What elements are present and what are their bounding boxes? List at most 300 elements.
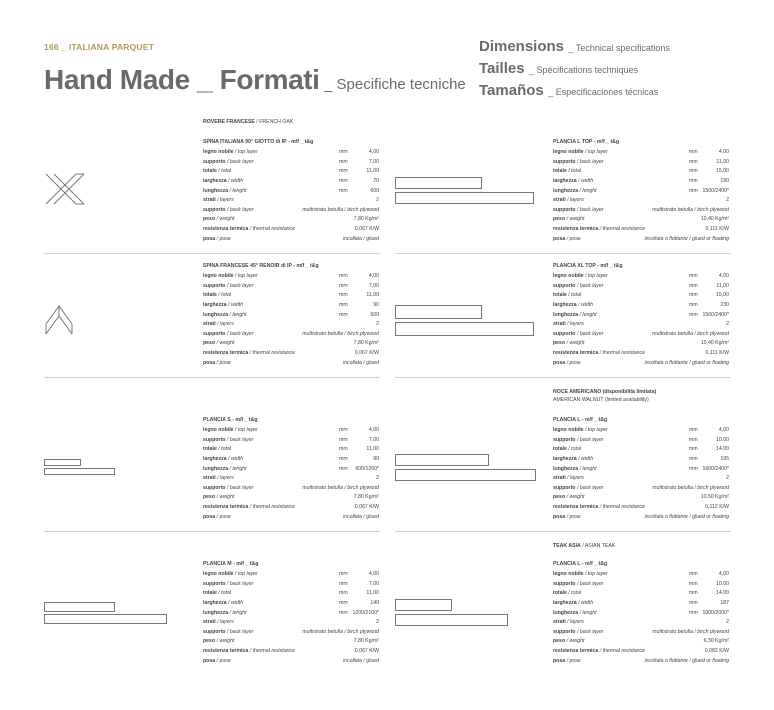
spec-row-back-material bbox=[553, 330, 729, 340]
spec-unit: mm bbox=[339, 465, 348, 472]
spec-label: larghezza / width bbox=[553, 599, 594, 606]
spec-row-total bbox=[553, 167, 729, 177]
plank-outline-icon bbox=[44, 602, 115, 612]
spec-value: 2 bbox=[376, 475, 379, 482]
spec-row-thermal bbox=[553, 503, 729, 513]
product-title: SPINA FRANCESE 45° RENOIR di IP - m/f _ t&g bbox=[203, 263, 319, 269]
spec-value: multistrato betulla / birch plywood bbox=[652, 330, 729, 337]
spec-value: 7,00 bbox=[368, 158, 379, 165]
spec-value: 600/1200* bbox=[355, 465, 379, 472]
spec-row-weight bbox=[203, 215, 379, 225]
spec-row-back-layer bbox=[203, 436, 379, 446]
spec-value: 7,80 Kg/m² bbox=[353, 638, 379, 645]
spec-unit: mm bbox=[339, 177, 348, 184]
spec-label: larghezza / width bbox=[553, 301, 594, 308]
spec-value: 4,00 bbox=[368, 273, 379, 280]
spec-value: 11,00 bbox=[366, 590, 379, 597]
spec-row-pose bbox=[203, 657, 379, 667]
page-label: 166 _ ITALIANA PARQUET bbox=[44, 42, 155, 52]
spec-unit: mm bbox=[689, 301, 698, 308]
spec-value: 10,40 Kg/m² bbox=[700, 216, 729, 223]
spec-unit: mm bbox=[339, 168, 348, 175]
section-head-american-walnut: NOCE AMERICANO (disponibilità limitata) AMERICAN WALNUT (limited availability) bbox=[553, 389, 657, 403]
product-title: PLANCIA L TOP - m/f _ t&g bbox=[553, 139, 620, 145]
spec-label: strati / layers bbox=[553, 619, 584, 626]
spec-unit: mm bbox=[689, 455, 698, 462]
spec-value: incollata o flottante / glued or floating bbox=[644, 235, 729, 242]
spec-row-layers bbox=[203, 196, 379, 206]
spec-row-length bbox=[203, 609, 379, 619]
spec-row-top-layer bbox=[553, 272, 729, 282]
spec-value: 11,00 bbox=[716, 158, 729, 165]
spec-unit: mm bbox=[689, 149, 698, 156]
spec-unit: mm bbox=[689, 427, 698, 434]
spec-value: 0,112 K/W bbox=[705, 503, 729, 510]
spec-label: lunghezza / lenght bbox=[553, 311, 597, 318]
spec-value: 14,00 bbox=[716, 446, 729, 453]
spec-label: resistenza termica / thermal resistance bbox=[203, 349, 295, 356]
spec-value: 11,00 bbox=[366, 292, 379, 299]
spec-unit: mm bbox=[689, 158, 698, 165]
spec-unit: mm bbox=[339, 311, 348, 318]
spec-row-length bbox=[203, 465, 379, 475]
spec-label: peso / weight bbox=[553, 340, 585, 347]
spec-unit: mm bbox=[689, 282, 698, 289]
spec-label: totale / total bbox=[203, 292, 231, 299]
spec-row-pose bbox=[203, 359, 379, 369]
spec-row-top-layer bbox=[203, 272, 379, 282]
spec-row-thermal bbox=[203, 349, 379, 359]
product-title: PLANCIA XL TOP - m/f _ t&g bbox=[553, 263, 623, 269]
spec-value: 1500/2400* bbox=[702, 311, 729, 318]
spec-label: totale / total bbox=[203, 446, 231, 453]
spec-unit: mm bbox=[339, 427, 348, 434]
spec-label: larghezza / width bbox=[203, 177, 244, 184]
spec-row-back-material bbox=[553, 206, 729, 216]
spec-row-width bbox=[553, 599, 729, 609]
spec-unit: mm bbox=[339, 580, 348, 587]
spec-row-top-layer bbox=[553, 148, 729, 158]
spec-row-width bbox=[203, 455, 379, 465]
spec-label: resistenza termica / thermal resistance bbox=[553, 503, 645, 510]
plank-outline-icon bbox=[395, 192, 534, 204]
spec-label: resistenza termica / thermal resistance bbox=[203, 647, 295, 654]
spec-row-top-layer bbox=[553, 570, 729, 580]
spec-value: 1200/2100* bbox=[352, 609, 379, 616]
spec-row-thermal bbox=[203, 225, 379, 235]
spec-row-top-layer bbox=[553, 426, 729, 436]
spec-unit: mm bbox=[339, 187, 348, 194]
spec-value: 0,067 K/W bbox=[354, 647, 379, 654]
plank-outline-icon bbox=[395, 305, 482, 319]
spec-label: lunghezza / lenght bbox=[553, 187, 597, 194]
spec-block bbox=[553, 560, 729, 666]
spec-unit: mm bbox=[689, 599, 698, 606]
spec-row-back-layer bbox=[203, 158, 379, 168]
spec-row-thermal bbox=[553, 647, 729, 657]
spec-label: larghezza / width bbox=[203, 455, 244, 462]
spec-row-total bbox=[553, 589, 729, 599]
spec-row-pose bbox=[553, 359, 729, 369]
spec-label: supporto / back layer bbox=[553, 628, 604, 635]
divider bbox=[44, 531, 380, 532]
spec-value: multistrato betulla / birch plywood bbox=[652, 628, 729, 635]
spec-value: 90 bbox=[373, 455, 379, 462]
spec-value: 600 bbox=[370, 187, 379, 194]
spec-block bbox=[553, 138, 729, 244]
spec-unit: mm bbox=[339, 609, 348, 616]
spec-value: incollata o flottante / glued or floating bbox=[644, 359, 729, 366]
spec-label: supporto / back layer bbox=[203, 206, 254, 213]
spec-row-pose bbox=[553, 513, 729, 523]
spec-row-back-material bbox=[203, 206, 379, 216]
spec-value: 11,00 bbox=[366, 446, 379, 453]
spec-label: legno nobile / top layer bbox=[203, 149, 258, 156]
spec-value: multistrato betulla / birch plywood bbox=[652, 484, 729, 491]
spec-value: 7,00 bbox=[368, 436, 379, 443]
spec-block bbox=[553, 416, 729, 522]
spec-row-weight bbox=[203, 339, 379, 349]
spec-label: lunghezza / lenght bbox=[553, 609, 597, 616]
spec-label: strati / layers bbox=[553, 321, 584, 328]
spec-row-back-layer bbox=[553, 158, 729, 168]
spec-row-back-layer bbox=[203, 282, 379, 292]
spec-label: supporto / back layer bbox=[203, 158, 254, 165]
spec-value: multistrato betulla / birch plywood bbox=[302, 628, 379, 635]
spec-row-back-material bbox=[553, 484, 729, 494]
spec-row-width bbox=[203, 177, 379, 187]
spec-row-width bbox=[553, 301, 729, 311]
spec-label: posa / pose bbox=[203, 513, 231, 520]
spec-value: 4,00 bbox=[718, 273, 729, 280]
spec-label: peso / weight bbox=[203, 638, 235, 645]
spec-value: 4,00 bbox=[368, 571, 379, 578]
spec-value: 7,80 Kg/m² bbox=[353, 216, 379, 223]
spec-block bbox=[203, 138, 379, 244]
spec-block bbox=[203, 416, 379, 522]
spec-value: incollata o flottante / glued or floating bbox=[644, 657, 729, 664]
spec-value: 1600/2400* bbox=[702, 465, 729, 472]
spec-row-back-layer bbox=[553, 580, 729, 590]
spec-row-thermal bbox=[553, 225, 729, 235]
spec-block bbox=[203, 560, 379, 666]
plank-outline-icon bbox=[44, 459, 81, 466]
plank-outline-icon bbox=[44, 468, 115, 475]
spec-unit: mm bbox=[689, 177, 698, 184]
spec-label: supporto / back layer bbox=[203, 580, 254, 587]
spec-row-layers bbox=[553, 320, 729, 330]
spec-value: incollata / glued bbox=[342, 359, 379, 366]
spec-unit: mm bbox=[689, 580, 698, 587]
product-title: PLANCIA L - m/f _ t&g bbox=[553, 561, 608, 567]
divider bbox=[44, 253, 380, 254]
spec-label: supporto / back layer bbox=[553, 330, 604, 337]
spec-value: 4,00 bbox=[368, 149, 379, 156]
spec-row-thermal bbox=[203, 503, 379, 513]
spec-value: 70 bbox=[373, 177, 379, 184]
spec-value: 4,00 bbox=[718, 571, 729, 578]
spec-value: multistrato betulla / birch plywood bbox=[302, 206, 379, 213]
spec-label: totale / total bbox=[553, 168, 581, 175]
spec-label: totale / total bbox=[553, 292, 581, 299]
spec-label: legno nobile / top layer bbox=[203, 571, 258, 578]
spec-unit: mm bbox=[339, 149, 348, 156]
spec-value: 2 bbox=[376, 197, 379, 204]
spec-row-weight bbox=[553, 493, 729, 503]
spec-value: 500 bbox=[370, 311, 379, 318]
translation-en: Dimensions _ Technical specifications bbox=[479, 38, 670, 55]
spec-label: totale / total bbox=[203, 590, 231, 597]
spec-value: 10,40 Kg/m² bbox=[700, 340, 729, 347]
spec-label: supporto / back layer bbox=[203, 628, 254, 635]
spec-value: 10,50 Kg/m² bbox=[700, 494, 729, 501]
spec-label: supporto / back layer bbox=[553, 158, 604, 165]
spec-label: strati / layers bbox=[203, 321, 234, 328]
spec-value: 7,00 bbox=[368, 580, 379, 587]
plank-outline-icon bbox=[44, 614, 167, 624]
spec-label: lunghezza / lenght bbox=[203, 609, 247, 616]
herringbone-90-icon bbox=[44, 172, 94, 206]
spec-row-length bbox=[203, 311, 379, 321]
spec-unit: mm bbox=[339, 158, 348, 165]
spec-value: incollata / glued bbox=[342, 235, 379, 242]
spec-label: strati / layers bbox=[553, 475, 584, 482]
spec-unit: mm bbox=[689, 187, 698, 194]
spec-row-total bbox=[553, 291, 729, 301]
spec-row-weight bbox=[553, 339, 729, 349]
spec-row-back-material bbox=[203, 330, 379, 340]
spec-value: incollata / glued bbox=[342, 513, 379, 520]
spec-value: 140 bbox=[370, 599, 379, 606]
spec-label: legno nobile / top layer bbox=[553, 149, 608, 156]
spec-label: peso / weight bbox=[553, 216, 585, 223]
spec-label: legno nobile / top layer bbox=[203, 427, 258, 434]
spec-row-total bbox=[553, 445, 729, 455]
spec-value: 6,30 Kg/m² bbox=[703, 638, 729, 645]
spec-label: legno nobile / top layer bbox=[553, 273, 608, 280]
plank-outline-icon bbox=[395, 599, 452, 611]
spec-label: strati / layers bbox=[553, 197, 584, 204]
spec-block bbox=[553, 262, 729, 368]
spec-value: 2 bbox=[726, 197, 729, 204]
spec-label: supporto / back layer bbox=[203, 282, 254, 289]
spec-unit: mm bbox=[339, 455, 348, 462]
spec-row-back-material bbox=[203, 628, 379, 638]
spec-label: posa / pose bbox=[203, 359, 231, 366]
spec-label: supporto / back layer bbox=[203, 436, 254, 443]
spec-unit: mm bbox=[689, 590, 698, 597]
translation-es: Tamaños _ Especificaciones técnicas bbox=[479, 82, 659, 99]
spec-value: 0,067 K/W bbox=[354, 225, 379, 232]
spec-row-total bbox=[203, 291, 379, 301]
spec-label: larghezza / width bbox=[553, 177, 594, 184]
spec-label: peso / weight bbox=[203, 340, 235, 347]
spec-value: 0,111 K/W bbox=[705, 225, 729, 232]
spec-label: strati / layers bbox=[203, 197, 234, 204]
spec-value: 11,00 bbox=[366, 168, 379, 175]
spec-label: supporto / back layer bbox=[553, 206, 604, 213]
product-title: PLANCIA M - m/f _ t&g bbox=[203, 561, 259, 567]
spec-label: peso / weight bbox=[553, 638, 585, 645]
spec-label: larghezza / width bbox=[203, 301, 244, 308]
spec-label: posa / pose bbox=[553, 359, 581, 366]
spec-row-total bbox=[203, 167, 379, 177]
spec-value: 187 bbox=[720, 599, 729, 606]
spec-label: supporto / back layer bbox=[203, 330, 254, 337]
spec-unit: mm bbox=[339, 599, 348, 606]
spec-value: 2 bbox=[726, 321, 729, 328]
spec-label: totale / total bbox=[203, 168, 231, 175]
page-title-sub: _ Specifiche tecniche bbox=[324, 76, 466, 93]
spec-label: posa / pose bbox=[553, 235, 581, 242]
spec-row-weight bbox=[203, 637, 379, 647]
spec-label: legno nobile / top layer bbox=[553, 571, 608, 578]
spec-unit: mm bbox=[339, 436, 348, 443]
spec-row-layers bbox=[203, 320, 379, 330]
plank-outline-icon bbox=[395, 177, 482, 189]
spec-label: resistenza termica / thermal resistance bbox=[203, 503, 295, 510]
spec-label: posa / pose bbox=[203, 235, 231, 242]
spec-unit: mm bbox=[689, 168, 698, 175]
spec-label: supporto / back layer bbox=[553, 282, 604, 289]
page-title-main: Hand Made _ Formati bbox=[44, 64, 320, 95]
spec-value: multistrato betulla / birch plywood bbox=[652, 206, 729, 213]
spec-row-length bbox=[553, 187, 729, 197]
spec-value: multistrato betulla / birch plywood bbox=[302, 330, 379, 337]
spec-label: posa / pose bbox=[553, 513, 581, 520]
spec-label: strati / layers bbox=[203, 475, 234, 482]
spec-unit: mm bbox=[339, 590, 348, 597]
spec-label: supporto / back layer bbox=[553, 484, 604, 491]
spec-row-back-layer bbox=[553, 436, 729, 446]
spec-value: 230 bbox=[720, 301, 729, 308]
spec-unit: mm bbox=[339, 571, 348, 578]
spec-label: resistenza termica / thermal resistance bbox=[203, 225, 295, 232]
spec-label: totale / total bbox=[553, 590, 581, 597]
spec-row-pose bbox=[553, 235, 729, 245]
spec-label: lunghezza / lenght bbox=[203, 311, 247, 318]
spec-unit: mm bbox=[689, 292, 698, 299]
spec-value: incollata o flottante / glued or floating bbox=[644, 513, 729, 520]
spec-value: incollata / glued bbox=[342, 657, 379, 664]
section-head-french-oak: ROVERE FRANCESE / FRENCH OAK bbox=[203, 119, 294, 125]
plank-outline-icon bbox=[395, 614, 508, 626]
spec-label: totale / total bbox=[553, 446, 581, 453]
spec-row-weight bbox=[553, 215, 729, 225]
spec-label: resistenza termica / thermal resistance bbox=[553, 225, 645, 232]
spec-value: 2 bbox=[376, 619, 379, 626]
spec-label: legno nobile / top layer bbox=[553, 427, 608, 434]
spec-row-weight bbox=[553, 637, 729, 647]
spec-unit: mm bbox=[339, 273, 348, 280]
spec-row-weight bbox=[203, 493, 379, 503]
spec-row-length bbox=[553, 311, 729, 321]
spec-row-top-layer bbox=[203, 570, 379, 580]
spec-label: larghezza / width bbox=[553, 455, 594, 462]
spec-label: supporto / back layer bbox=[203, 484, 254, 491]
spec-row-total bbox=[203, 445, 379, 455]
spec-value: 0,067 K/W bbox=[354, 503, 379, 510]
spec-row-back-layer bbox=[553, 282, 729, 292]
spec-label: strati / layers bbox=[203, 619, 234, 626]
spec-row-top-layer bbox=[203, 148, 379, 158]
spec-unit: mm bbox=[689, 609, 698, 616]
spec-unit: mm bbox=[689, 446, 698, 453]
spec-label: supporto / back layer bbox=[553, 580, 604, 587]
spec-row-layers bbox=[203, 474, 379, 484]
spec-label: peso / weight bbox=[203, 494, 235, 501]
spec-row-thermal bbox=[553, 349, 729, 359]
spec-value: 10,00 bbox=[716, 436, 729, 443]
spec-row-layers bbox=[553, 618, 729, 628]
product-title: SPINA ITALIANA 90° GIOTTO di IP - m/f _ t&g bbox=[203, 139, 314, 145]
spec-block bbox=[203, 262, 379, 368]
spec-row-pose bbox=[203, 513, 379, 523]
spec-label: posa / pose bbox=[203, 657, 231, 664]
spec-value: 1500/2400* bbox=[702, 187, 729, 194]
spec-label: lunghezza / lenght bbox=[553, 465, 597, 472]
section-head-asian-teak: TEAK ASIA / ASIAN TEAK bbox=[553, 543, 616, 549]
spec-label: peso / weight bbox=[203, 216, 235, 223]
page-title bbox=[44, 64, 466, 96]
divider bbox=[44, 377, 380, 378]
spec-row-pose bbox=[553, 657, 729, 667]
spec-value: 90 bbox=[373, 301, 379, 308]
spec-row-width bbox=[203, 301, 379, 311]
spec-row-length bbox=[203, 187, 379, 197]
spec-value: 4,00 bbox=[718, 149, 729, 156]
plank-outline-icon bbox=[395, 469, 536, 481]
spec-row-length bbox=[553, 465, 729, 475]
spec-value: 4,00 bbox=[368, 427, 379, 434]
plank-outline-icon bbox=[395, 454, 489, 466]
spec-unit: mm bbox=[339, 282, 348, 289]
spec-row-layers bbox=[553, 196, 729, 206]
spec-label: legno nobile / top layer bbox=[203, 273, 258, 280]
spec-value: 2 bbox=[726, 475, 729, 482]
spec-unit: mm bbox=[339, 301, 348, 308]
product-title: PLANCIA S - m/f _ t&g bbox=[203, 417, 258, 423]
spec-value: 14,00 bbox=[716, 590, 729, 597]
spec-value: 190 bbox=[720, 177, 729, 184]
spec-row-total bbox=[203, 589, 379, 599]
spec-value: 4,00 bbox=[718, 427, 729, 434]
spec-label: resistenza termica / thermal resistance bbox=[553, 349, 645, 356]
spec-value: 10,00 bbox=[716, 580, 729, 587]
spec-row-pose bbox=[203, 235, 379, 245]
spec-value: 15,00 bbox=[716, 168, 729, 175]
spec-unit: mm bbox=[689, 273, 698, 280]
spec-row-width bbox=[553, 177, 729, 187]
spec-value: 2 bbox=[726, 619, 729, 626]
product-title: PLANCIA L - m/f _ t&g bbox=[553, 417, 608, 423]
spec-row-back-material bbox=[203, 484, 379, 494]
spec-row-back-layer bbox=[203, 580, 379, 590]
spec-unit: mm bbox=[689, 436, 698, 443]
spec-value: 2 bbox=[376, 321, 379, 328]
spec-value: 0,111 K/W bbox=[705, 349, 729, 356]
spec-label: posa / pose bbox=[553, 657, 581, 664]
divider bbox=[395, 377, 731, 378]
spec-row-width bbox=[203, 599, 379, 609]
spec-row-top-layer bbox=[203, 426, 379, 436]
spec-label: resistenza termica / thermal resistance bbox=[553, 647, 645, 654]
spec-value: 7,80 Kg/m² bbox=[353, 494, 379, 501]
spec-unit: mm bbox=[689, 465, 698, 472]
chevron-45-icon bbox=[44, 302, 74, 336]
spec-row-length bbox=[553, 609, 729, 619]
spec-value: 11,00 bbox=[716, 282, 729, 289]
